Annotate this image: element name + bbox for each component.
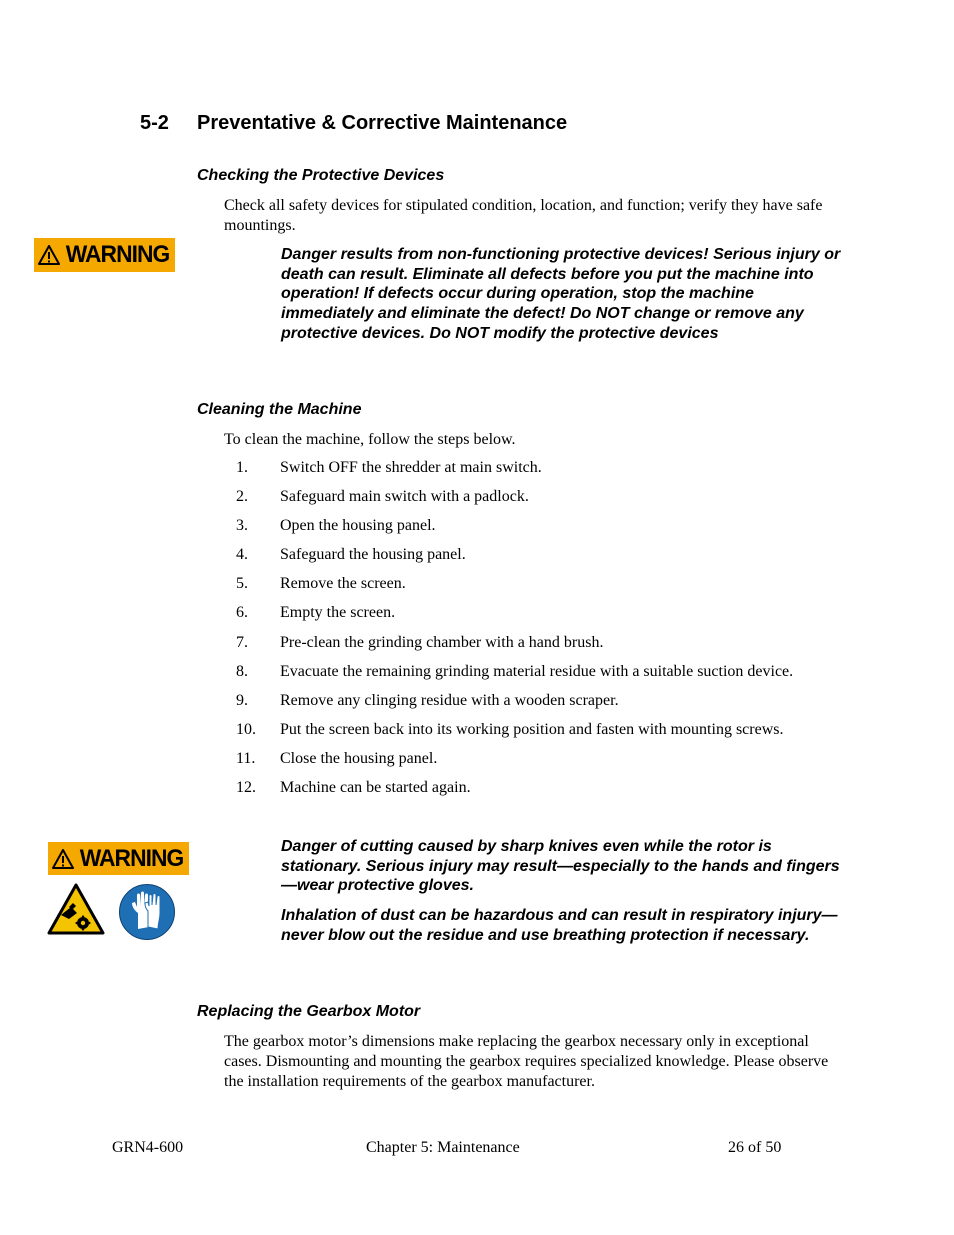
warning-badge (48, 842, 189, 875)
step-number: 5. (236, 575, 248, 593)
list-item (224, 720, 844, 749)
step-text: Machine can be started again. (280, 779, 471, 797)
footer-document-id: GRN4-600 (112, 1139, 184, 1156)
protective-gloves-icon (118, 883, 176, 941)
step-number: 11. (236, 749, 256, 767)
subheading-protective-devices: Checking the Protective Devices (197, 167, 445, 184)
step-number: 8. (236, 662, 248, 680)
protective-devices-text: Check all safety devices for stipulated condition, location, and function; verify they have safe mountings. (224, 197, 823, 234)
section-title: Preventative & Corrective Maintenance (197, 112, 568, 134)
step-text: Remove any clinging residue with a wooden scraper. (280, 691, 619, 709)
list-item (224, 516, 844, 545)
step-text: Put the screen back into its working position and fasten with mounting screws. (280, 720, 784, 738)
cleaning-intro: To clean the machine, follow the steps below. (224, 431, 516, 448)
section-number: 5-2 (140, 112, 169, 134)
list-item (224, 633, 844, 662)
step-text: Safeguard main switch with a padlock. (280, 488, 529, 506)
warning-label: WARNING (79, 844, 183, 872)
footer-page-number: 26 of 50 (728, 1139, 782, 1156)
list-item (224, 749, 844, 778)
step-text: Safeguard the housing panel. (280, 546, 466, 564)
step-text: Empty the screen. (280, 604, 396, 622)
list-item (224, 545, 844, 574)
step-number: 9. (236, 691, 248, 709)
warning-text-protective: Danger results from non-functioning protective devices! Serious injury or death can result. Eliminate all defects before you put the machine into operation! If defects occur during operation, stop the machine immediately and eliminate the defect! Do NOT change or remove any protective devices. Do NOT modify the protective devices (281, 246, 841, 342)
subheading-gearbox: Replacing the Gearbox Motor (197, 1003, 421, 1020)
step-text: Evacuate the remaining grinding material residue with a suitable suction device. (280, 662, 794, 680)
step-number: 1. (236, 459, 248, 476)
step-text: Remove the screen. (280, 575, 406, 593)
step-text: Pre-clean the grinding chamber with a hand brush. (280, 633, 604, 651)
warning-triangle-icon (52, 849, 74, 869)
warning-label: WARNING (65, 241, 169, 268)
step-text: Close the housing panel. (280, 749, 438, 767)
step-number: 12. (236, 779, 256, 797)
list-item (224, 778, 844, 807)
list-item (224, 487, 844, 516)
warning-text-dust: Inhalation of dust can be hazardous and can result in respiratory injury—never blow out the residue and use breathing protection if necessary. (281, 907, 838, 944)
step-number: 6. (236, 604, 248, 622)
list-item (224, 603, 844, 632)
subheading-cleaning: Cleaning the Machine (197, 401, 362, 418)
gearbox-text: The gearbox motor’s dimensions make replacing the gearbox necessary only in exceptional cases. Dismounting and mounting the gearbox requires specialized knowledge. Please observe the installation requirements of the gearbox manufacturer. (224, 1033, 829, 1090)
step-number: 3. (236, 517, 248, 535)
step-text: Open the housing panel. (280, 517, 436, 535)
section-heading (140, 112, 567, 135)
warning-text-cutting: Danger of cutting caused by sharp knives even while the rotor is stationary. Serious injury may result—especially to the hands and fingers—wear protective gloves. (281, 838, 840, 895)
warning-triangle-icon (38, 245, 60, 265)
cutting-hazard-icon (47, 883, 105, 935)
step-number: 7. (236, 633, 248, 651)
list-item (224, 691, 844, 720)
footer-chapter: Chapter 5: Maintenance (366, 1139, 520, 1156)
step-number: 4. (236, 546, 248, 564)
list-item (224, 662, 844, 691)
list-item (224, 458, 844, 487)
cleaning-steps-list (224, 458, 844, 807)
step-number: 2. (236, 488, 248, 506)
list-item (224, 574, 844, 603)
step-number: 10. (236, 720, 256, 738)
warning-badge (34, 238, 175, 272)
step-text: Switch OFF the shredder at main switch. (280, 459, 542, 476)
